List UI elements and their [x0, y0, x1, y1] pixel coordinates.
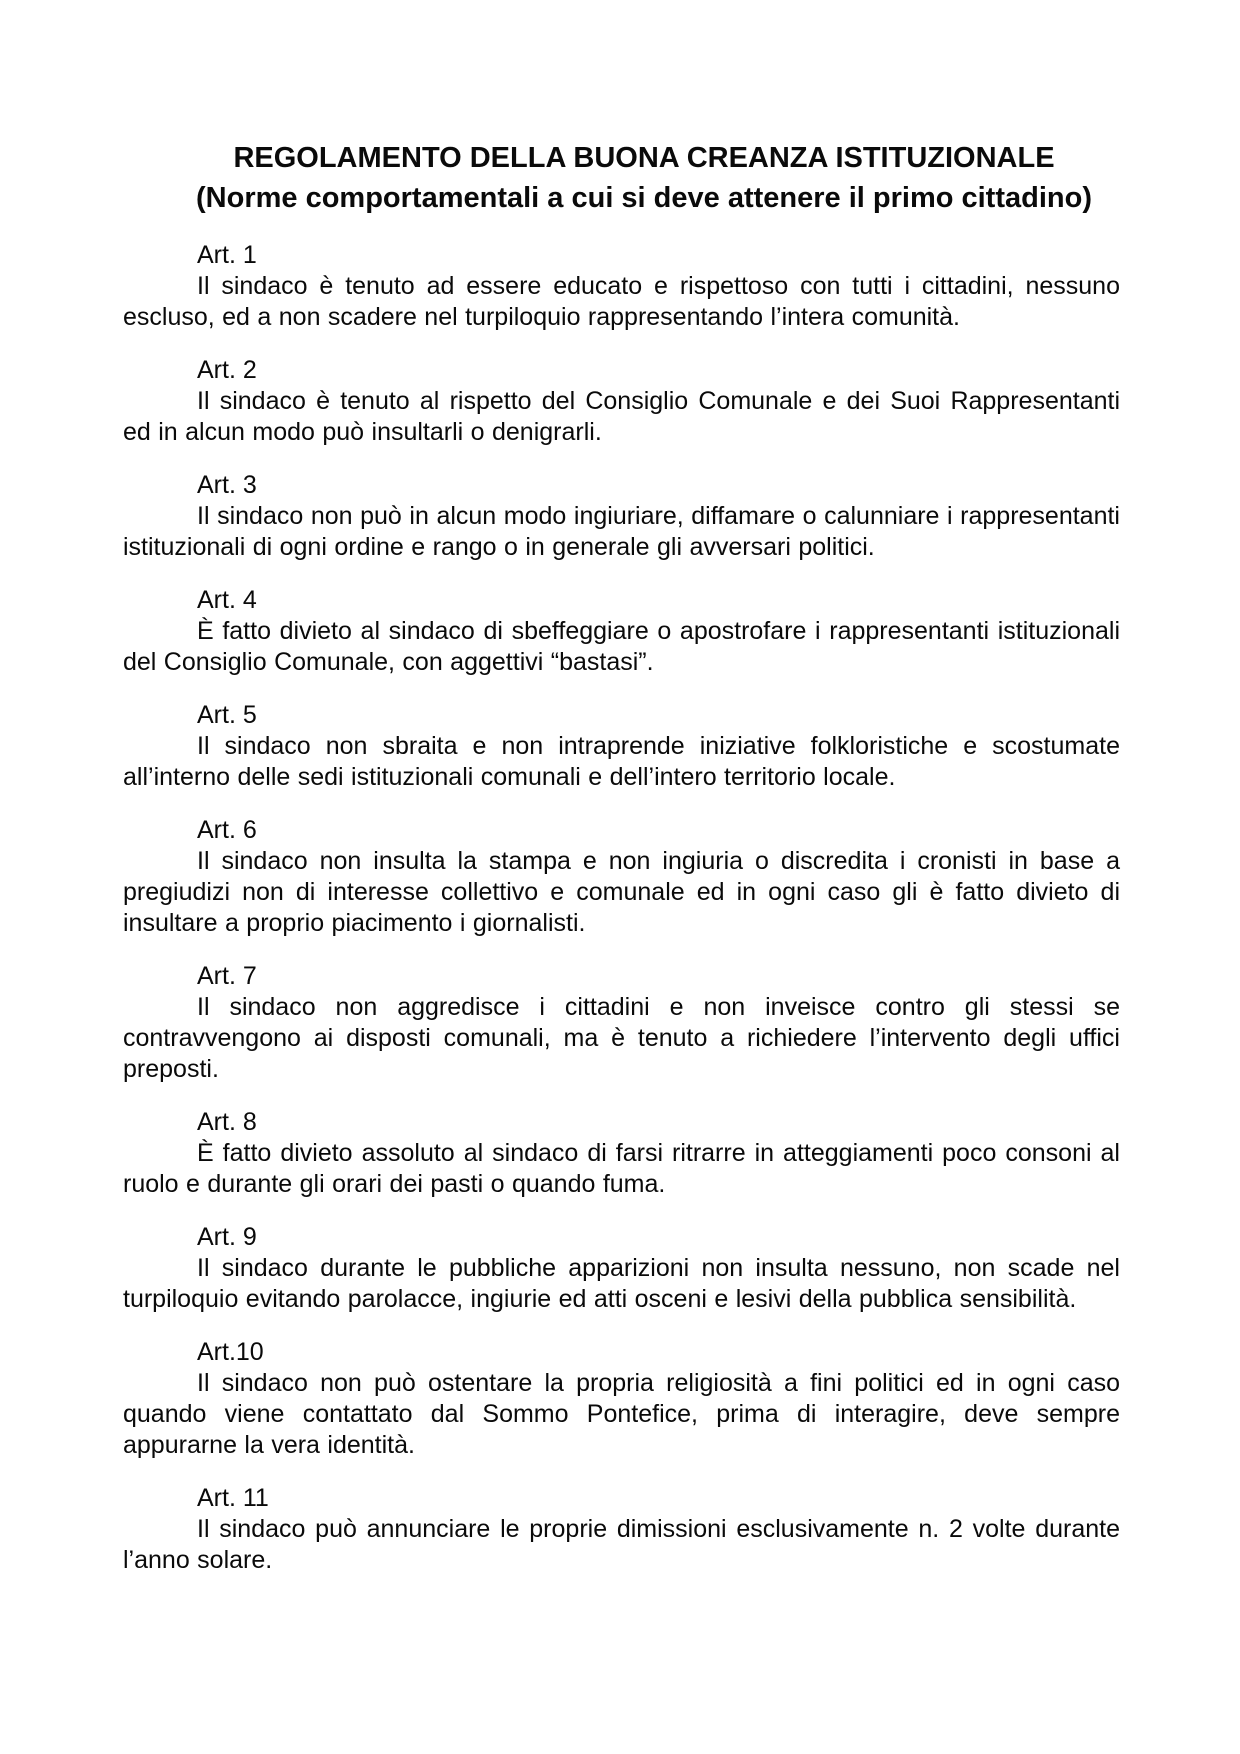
article-7: [123, 961, 1120, 1085]
articles-list: [123, 240, 1120, 1576]
article-label: Art. 4: [197, 586, 257, 614]
article-text: Il sindaco può annunciare le proprie dimissioni esclusivamente n. 2 volte durante l’anno solare.: [123, 1515, 1120, 1574]
article-text: Il sindaco non sbraita e non intraprende iniziative folkloristiche e scostumate all’interno delle sedi istituzionali comunali e dell’intero territorio locale.: [123, 732, 1120, 791]
article-text: È fatto divieto assoluto al sindaco di farsi ritrarre in atteggiamenti poco consoni al ruolo e durante gli orari dei pasti o quando fuma.: [123, 1139, 1120, 1198]
article-label: Art. 5: [197, 701, 257, 729]
article-text: Il sindaco non può ostentare la propria religiosità a fini politici ed in ogni caso quando viene contattato dal Sommo Pontefice, prima di interagire, deve sempre appurarne la vera identità.: [123, 1369, 1120, 1459]
article-10: [123, 1337, 1120, 1461]
document-header: [123, 138, 1120, 218]
article-text: Il sindaco è tenuto al rispetto del Consiglio Comunale e dei Suoi Rappresentanti ed in alcun modo può insultarli o denigrarli.: [123, 387, 1120, 446]
article-label: Art. 3: [197, 471, 257, 499]
article-label: Art. 6: [197, 816, 257, 844]
page-subtitle: (Norme comportamentali a cui si deve attenere il primo cittadino): [196, 182, 1092, 214]
article-label: Art.10: [197, 1338, 264, 1366]
article-11: [123, 1483, 1120, 1576]
article-text: Il sindaco non può in alcun modo ingiuriare, diffamare o calunniare i rappresentanti istituzionali di ogni ordine e rango o in generale gli avversari politici.: [123, 502, 1120, 561]
article-9: [123, 1222, 1120, 1315]
article-2: [123, 355, 1120, 448]
article-6: [123, 815, 1120, 939]
article-text: Il sindaco è tenuto ad essere educato e rispettoso con tutti i cittadini, nessuno escluso, ed a non scadere nel turpiloquio rappresentando l’intera comunità.: [123, 272, 1120, 331]
article-text: Il sindaco non aggredisce i cittadini e non inveisce contro gli stessi se contravvengono ai disposti comunali, ma è tenuto a richiedere l’intervento degli uffici preposti.: [123, 993, 1120, 1083]
article-label: Art. 2: [197, 356, 257, 384]
article-label: Art. 8: [197, 1108, 257, 1136]
article-3: [123, 470, 1120, 563]
article-label: Art. 9: [197, 1223, 257, 1251]
article-4: [123, 585, 1120, 678]
article-text: Il sindaco durante le pubbliche apparizioni non insulta nessuno, non scade nel turpiloquio evitando parolacce, ingiurie ed atti osceni e lesivi della pubblica sensibilità.: [123, 1254, 1120, 1313]
article-1: [123, 240, 1120, 333]
article-text: È fatto divieto al sindaco di sbeffeggiare o apostrofare i rappresentanti istituzionali del Consiglio Comunale, con aggettivi “bastasi”.: [123, 617, 1120, 676]
article-label: Art. 7: [197, 962, 257, 990]
article-5: [123, 700, 1120, 793]
article-label: Art. 11: [197, 1484, 269, 1512]
article-8: [123, 1107, 1120, 1200]
page-title: REGOLAMENTO DELLA BUONA CREANZA ISTITUZIONALE: [233, 142, 1055, 174]
article-text: Il sindaco non insulta la stampa e non ingiuria o discredita i cronisti in base a pregiudizi non di interesse collettivo e comunale ed in ogni caso gli è fatto divieto di insultare a proprio piacimento i giornalisti.: [123, 847, 1120, 937]
article-label: Art. 1: [197, 241, 257, 269]
